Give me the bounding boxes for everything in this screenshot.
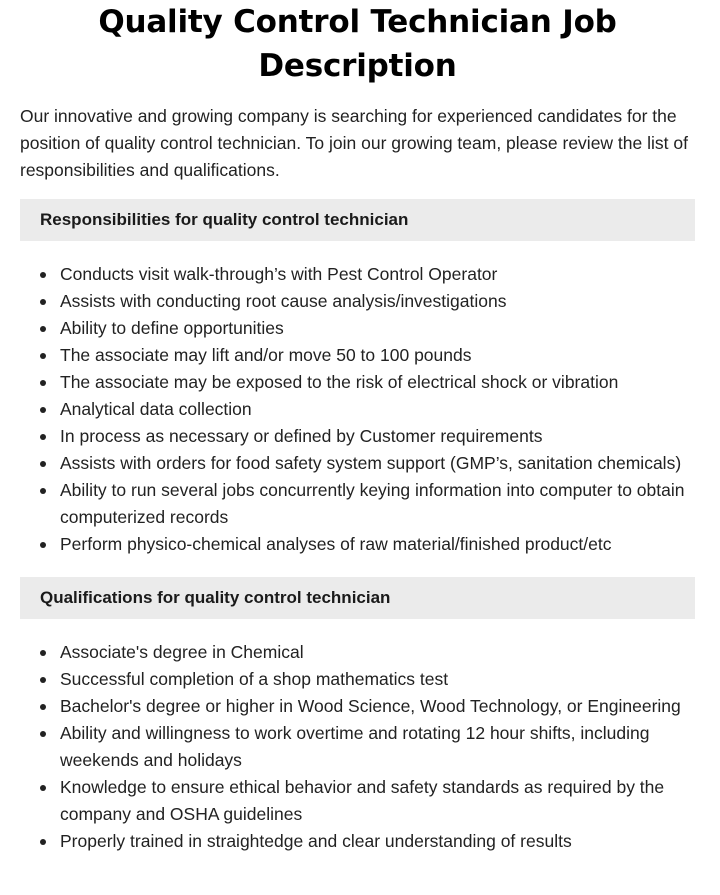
bullet-icon bbox=[40, 272, 46, 278]
list-item bbox=[20, 342, 695, 369]
bullet-icon bbox=[40, 488, 46, 494]
list-item-text: Properly trained in straightedge and clear understanding of results bbox=[60, 831, 572, 851]
bullet-icon bbox=[40, 299, 46, 305]
list-item-text: The associate may be exposed to the risk of electrical shock or vibration bbox=[60, 372, 619, 392]
bullet-icon bbox=[40, 731, 46, 737]
list-item bbox=[20, 423, 695, 450]
list-item bbox=[20, 531, 695, 558]
page-title: Quality Control Technician Job Description bbox=[98, 4, 617, 84]
list-item-text: In process as necessary or defined by Customer requirements bbox=[60, 426, 543, 446]
list-item-text: Knowledge to ensure ethical behavior and safety standards as required by the company and OSHA guidelines bbox=[60, 777, 665, 824]
bullet-icon bbox=[40, 326, 46, 332]
list-item bbox=[20, 828, 695, 855]
list-item bbox=[20, 315, 695, 342]
list-item bbox=[20, 369, 695, 396]
list-item-text: Assists with conducting root cause analysis/investigations bbox=[60, 291, 507, 311]
responsibilities-list bbox=[20, 261, 695, 558]
bullet-icon bbox=[40, 704, 46, 710]
intro-paragraph: Our innovative and growing company is searching for experienced candidates for the position of quality control technician. To join our growing team, please review the list of responsibilities and qualifications. bbox=[20, 106, 688, 180]
bullet-icon bbox=[40, 353, 46, 359]
list-item bbox=[20, 288, 695, 315]
list-item-text: Associate's degree in Chemical bbox=[60, 642, 304, 662]
list-item-text: Perform physico-chemical analyses of raw material/finished product/etc bbox=[60, 534, 612, 554]
list-item-text: Bachelor's degree or higher in Wood Science, Wood Technology, or Engineering bbox=[60, 696, 681, 716]
list-item-text: The associate may lift and/or move 50 to 100 pounds bbox=[60, 345, 472, 365]
bullet-icon bbox=[40, 407, 46, 413]
bullet-icon bbox=[40, 380, 46, 386]
list-item-text: Analytical data collection bbox=[60, 399, 252, 419]
list-item bbox=[20, 477, 695, 531]
list-item bbox=[20, 396, 695, 423]
job-description-page bbox=[20, 0, 695, 855]
bullet-icon bbox=[40, 434, 46, 440]
list-item-text: Successful completion of a shop mathematics test bbox=[60, 669, 449, 689]
list-item bbox=[20, 261, 695, 288]
bullet-icon bbox=[40, 677, 46, 683]
list-item-text: Ability and willingness to work overtime and rotating 12 hour shifts, including weekends and holidays bbox=[60, 723, 650, 770]
list-item-text: Conducts visit walk-through’s with Pest Control Operator bbox=[60, 264, 498, 284]
list-item-text: Ability to define opportunities bbox=[60, 318, 284, 338]
bullet-icon bbox=[40, 785, 46, 791]
list-item bbox=[20, 639, 695, 666]
bullet-icon bbox=[40, 839, 46, 845]
responsibilities-heading: Responsibilities for quality control technician bbox=[20, 199, 695, 241]
list-item bbox=[20, 450, 695, 477]
list-item-text: Assists with orders for food safety system support (GMP’s, sanitation chemicals) bbox=[60, 453, 682, 473]
list-item bbox=[20, 720, 695, 774]
list-item bbox=[20, 666, 695, 693]
list-item-text: Ability to run several jobs concurrently keying information into computer to obtain computerized records bbox=[60, 480, 685, 527]
list-item bbox=[20, 693, 695, 720]
bullet-icon bbox=[40, 650, 46, 656]
qualifications-heading: Qualifications for quality control technician bbox=[20, 577, 695, 619]
bullet-icon bbox=[40, 461, 46, 467]
bullet-icon bbox=[40, 542, 46, 548]
qualifications-list bbox=[20, 639, 695, 855]
list-item bbox=[20, 774, 695, 828]
